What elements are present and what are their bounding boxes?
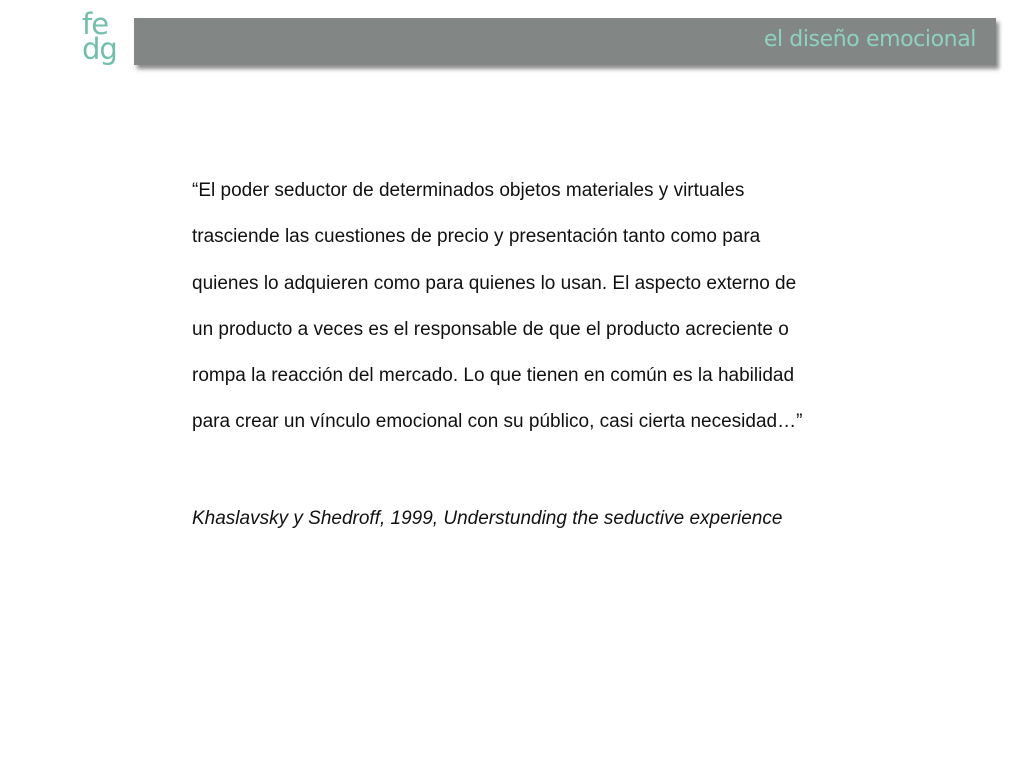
- logo-line-dg: dg: [82, 32, 117, 66]
- quote-line-2: trasciende las cuestiones de precio y presentación tanto como para: [192, 226, 761, 248]
- quote-line-1: “El poder seductor de determinados objetos materiales y virtuales: [192, 180, 745, 201]
- quote-citation: Khaslavsky y Shedroff, 1999, Understunding the seductive experience: [192, 507, 783, 529]
- quote-line-6: para crear un vínculo emocional con su público, casi cierta necesidad…”: [192, 411, 803, 433]
- logo-line-fe: fe: [82, 7, 109, 41]
- fedg-logo: [82, 7, 126, 66]
- slide-header-bar: [134, 18, 996, 65]
- quote-line-4: un producto a veces es el responsable de que el producto acreciente o: [192, 318, 789, 340]
- quote-line-5: rompa la reacción del mercado. Lo que tienen en común es la habilidad: [192, 365, 795, 387]
- slide-content: [192, 172, 952, 538]
- quote-line-3: quienes lo adquieren como para quienes lo usan. El aspecto externo de: [192, 272, 797, 294]
- slide-header-title: el diseño emocional: [763, 27, 976, 52]
- quote-block: [192, 172, 952, 450]
